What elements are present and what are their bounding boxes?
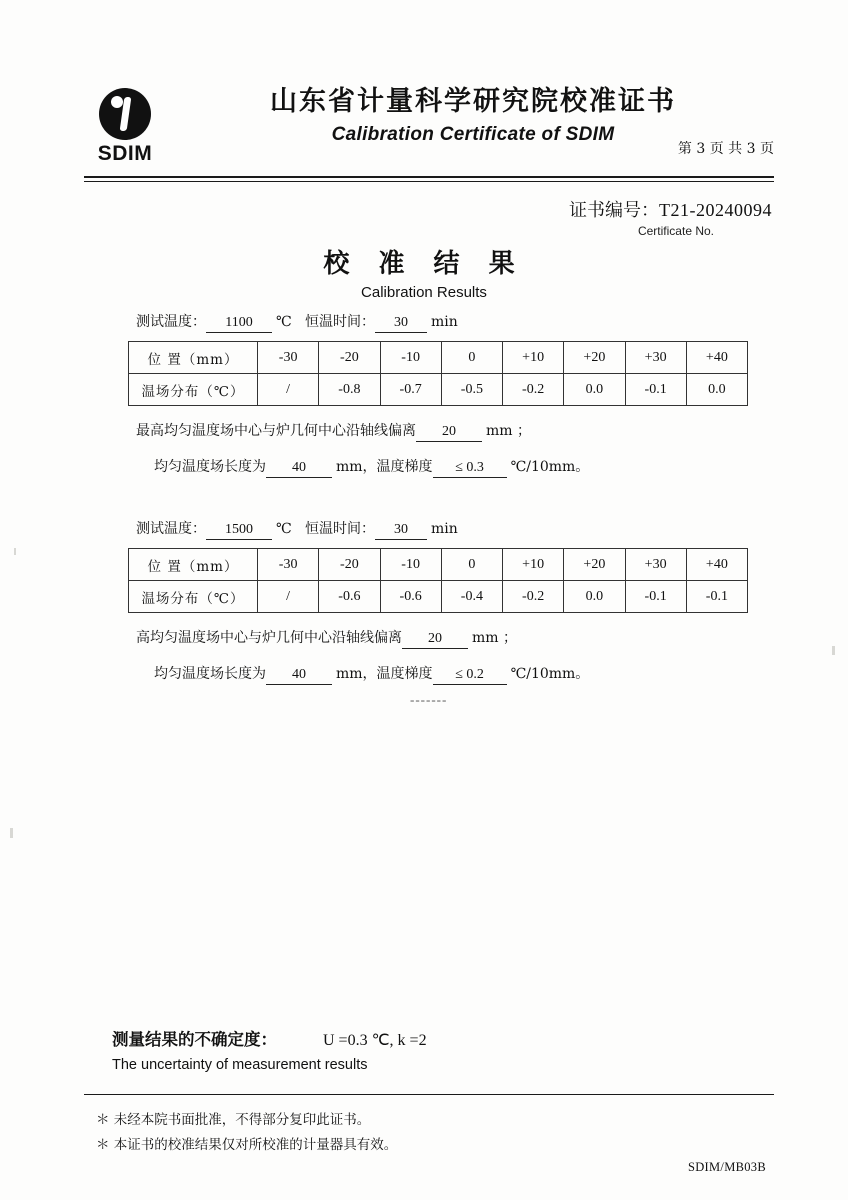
footnotes bbox=[96, 1108, 397, 1158]
document-title-cn: 山东省计量科学研究院校准证书 bbox=[270, 86, 676, 117]
uncertainty-line bbox=[112, 1026, 772, 1050]
value-cell: -0.7 bbox=[380, 374, 441, 406]
table-row bbox=[129, 374, 748, 406]
document-title-en: Calibration Certificate of SDIM bbox=[331, 124, 615, 146]
position-cell: +20 bbox=[564, 342, 625, 374]
position-cell: -20 bbox=[319, 549, 380, 581]
test-temperature-unit-2: ℃ bbox=[276, 521, 292, 537]
offset-unit-1: mm ； bbox=[486, 423, 532, 439]
footer-divider bbox=[84, 1094, 774, 1095]
document-header bbox=[84, 86, 774, 166]
sdim-logo-text: SDIM bbox=[97, 142, 153, 165]
uncertainty-value: U =0.3 ℃, k =2 bbox=[323, 1032, 427, 1049]
certificate-number-label-en: Certificate No. bbox=[637, 224, 714, 238]
offset-note-text-1: 最高均匀温度场中心与炉几何中心沿轴线偏离 bbox=[136, 423, 416, 439]
certificate-number-label: 证书编号： bbox=[569, 200, 659, 221]
length-note-text-1: 均匀温度场长度为 bbox=[154, 459, 266, 475]
row-label-distribution-2: 温场分布（℃） bbox=[129, 581, 258, 613]
hold-time-value-1: 30 bbox=[375, 315, 427, 333]
temperature-field-table-2 bbox=[128, 548, 748, 613]
value-cell: 0.0 bbox=[564, 374, 625, 406]
offset-value-2: 20 bbox=[402, 631, 468, 649]
test-temperature-value-2: 1500 bbox=[206, 522, 272, 540]
row-label-position-1: 位 置（mm） bbox=[129, 342, 258, 374]
row-label-position-2: 位 置（mm） bbox=[129, 549, 258, 581]
value-cell: / bbox=[258, 581, 319, 613]
length-value-2: 40 bbox=[266, 667, 332, 685]
uncertainty-label-cn: 测量结果的不确定度： bbox=[112, 1030, 277, 1049]
value-cell: -0.1 bbox=[625, 374, 686, 406]
result-block-1 bbox=[128, 311, 748, 478]
gradient-value-1: ≤ 0.3 bbox=[433, 460, 507, 478]
end-of-results-mark: ------- bbox=[410, 692, 448, 707]
footnote-item: ＊ 本证书的校准结果仅对所校准的计量器具有效。 bbox=[96, 1136, 398, 1153]
position-cell: 0 bbox=[441, 342, 502, 374]
value-cell: -0.8 bbox=[319, 374, 380, 406]
position-cell: -30 bbox=[258, 342, 319, 374]
position-cell: +40 bbox=[686, 549, 747, 581]
temperature-field-table-1 bbox=[128, 341, 748, 406]
footnote-item: ＊ 未经本院书面批准，不得部分复印此证书。 bbox=[96, 1112, 371, 1128]
test-temperature-value-1: 1100 bbox=[206, 315, 272, 333]
value-cell: -0.6 bbox=[380, 581, 441, 613]
value-cell: -0.6 bbox=[319, 581, 380, 613]
test-temperature-label-1: 测试温度： bbox=[136, 314, 206, 330]
length-value-1: 40 bbox=[266, 460, 332, 478]
position-cell: -10 bbox=[380, 549, 441, 581]
gradient-value-2: ≤ 0.2 bbox=[433, 667, 507, 685]
length-note-2 bbox=[154, 663, 748, 685]
scan-artifact bbox=[14, 548, 16, 555]
length-mid-text-2: mm，温度梯度 bbox=[336, 666, 433, 682]
position-cell: +30 bbox=[625, 549, 686, 581]
length-mid-text-1: mm，温度梯度 bbox=[336, 459, 433, 475]
value-cell: -0.5 bbox=[441, 374, 502, 406]
table-row bbox=[129, 581, 748, 613]
gradient-unit-1: ℃/10mm。 bbox=[510, 459, 590, 475]
section-title-cn: 校 准 结 果 bbox=[323, 249, 525, 279]
certificate-number-line bbox=[569, 196, 772, 222]
offset-value-1: 20 bbox=[416, 424, 482, 442]
value-cell: -0.1 bbox=[686, 581, 747, 613]
position-cell: +10 bbox=[503, 342, 564, 374]
uncertainty-label-en: The uncertainty of measurement results bbox=[112, 1057, 368, 1073]
hold-time-label-2: 恒温时间： bbox=[305, 521, 376, 537]
value-cell: -0.1 bbox=[625, 581, 686, 613]
conditions-line-2 bbox=[136, 518, 748, 540]
table-row bbox=[129, 342, 748, 374]
value-cell: / bbox=[258, 374, 319, 406]
sdim-logo-icon bbox=[99, 88, 151, 140]
position-cell: -30 bbox=[258, 549, 319, 581]
value-cell: 0.0 bbox=[686, 374, 747, 406]
value-cell: -0.4 bbox=[441, 581, 502, 613]
position-cell: 0 bbox=[441, 549, 502, 581]
position-cell: -20 bbox=[319, 342, 380, 374]
certificate-number-value: T21-20240094 bbox=[659, 200, 772, 220]
scan-artifact bbox=[10, 828, 13, 838]
position-cell: +10 bbox=[503, 549, 564, 581]
section-title-en: Calibration Results bbox=[361, 284, 487, 301]
result-block-2 bbox=[128, 518, 748, 685]
hold-time-value-2: 30 bbox=[375, 522, 427, 540]
value-cell: -0.2 bbox=[503, 374, 564, 406]
position-cell: +40 bbox=[686, 342, 747, 374]
value-cell: 0.0 bbox=[564, 581, 625, 613]
gradient-unit-2: ℃/10mm。 bbox=[510, 666, 590, 682]
certificate-number-block bbox=[569, 196, 772, 238]
length-note-1 bbox=[154, 456, 748, 478]
row-label-distribution-1: 温场分布（℃） bbox=[129, 374, 258, 406]
header-divider bbox=[84, 176, 774, 178]
sdim-logo bbox=[84, 86, 166, 166]
offset-note-1 bbox=[136, 420, 748, 442]
offset-note-2 bbox=[136, 627, 748, 649]
value-cell: -0.2 bbox=[503, 581, 564, 613]
form-code: SDIM/MB03B bbox=[687, 1160, 766, 1174]
position-cell: -10 bbox=[380, 342, 441, 374]
position-cell: +30 bbox=[625, 342, 686, 374]
hold-time-unit-1: min bbox=[431, 314, 458, 330]
hold-time-label-1: 恒温时间： bbox=[305, 314, 376, 330]
offset-note-text-2: 高均匀温度场中心与炉几何中心沿轴线偏离 bbox=[136, 630, 402, 646]
scan-artifact bbox=[832, 646, 835, 655]
position-cell: +20 bbox=[564, 549, 625, 581]
test-temperature-label-2: 测试温度： bbox=[136, 521, 206, 537]
conditions-line-1 bbox=[136, 311, 748, 333]
page-number: 第 3 页 共 3 页 bbox=[677, 141, 774, 157]
offset-unit-2: mm ； bbox=[472, 630, 518, 646]
uncertainty-block bbox=[112, 1026, 772, 1073]
hold-time-unit-2: min bbox=[431, 521, 458, 537]
test-temperature-unit-1: ℃ bbox=[276, 314, 292, 330]
table-row bbox=[129, 549, 748, 581]
length-note-text-2: 均匀温度场长度为 bbox=[154, 666, 266, 682]
